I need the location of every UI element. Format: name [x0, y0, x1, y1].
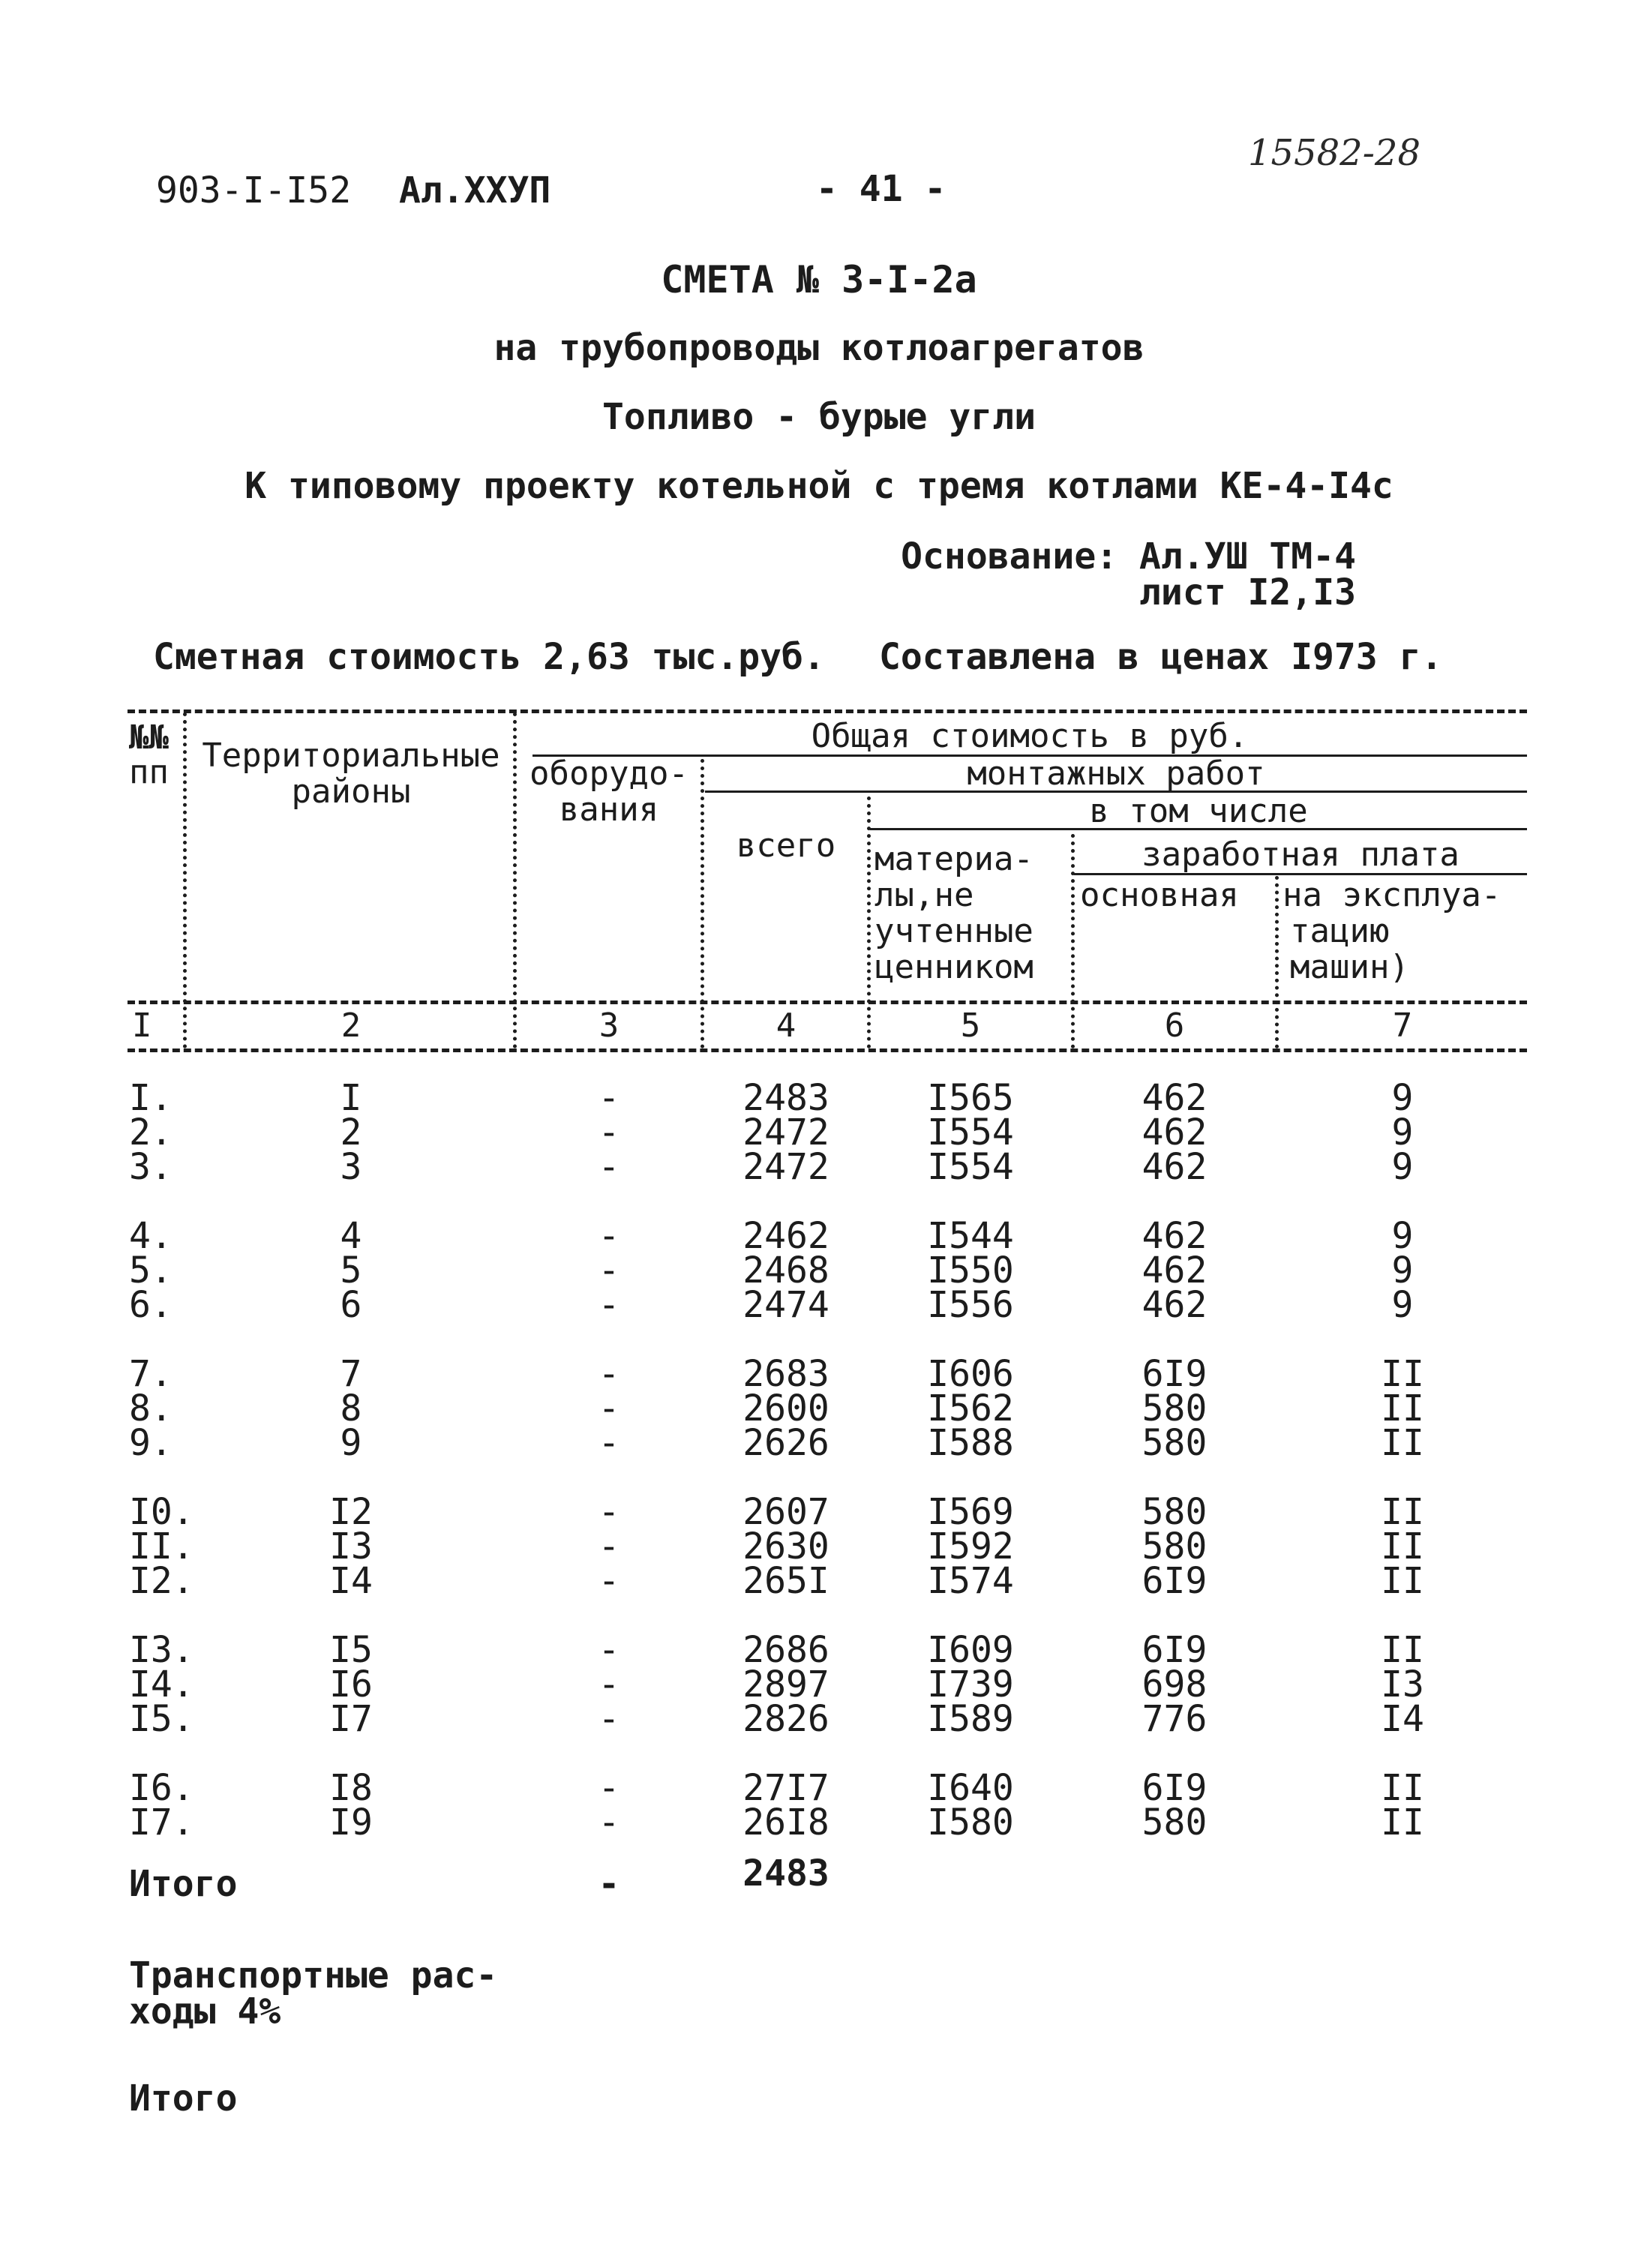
- cell-equipment: -: [598, 1664, 620, 1706]
- cell-materials: I569: [927, 1491, 1014, 1533]
- document-code: 903-I-I52: [156, 170, 352, 212]
- col-number-3: 3: [598, 1006, 620, 1045]
- cell-equipment: -: [598, 1215, 620, 1257]
- cell-basic-wage: 580: [1142, 1526, 1208, 1568]
- cell-basic-wage: 580: [1142, 1422, 1208, 1464]
- col-number-1: I: [132, 1006, 152, 1045]
- cell-number: I3.: [129, 1629, 194, 1671]
- cell-equipment: -: [598, 1284, 620, 1326]
- page-number: - 41 -: [816, 168, 946, 210]
- cell-equipment: -: [598, 1629, 620, 1671]
- cell-materials: I554: [927, 1112, 1014, 1154]
- cell-machines: II: [1381, 1802, 1424, 1844]
- cell-number: 5.: [129, 1250, 172, 1292]
- cell-number: I7.: [129, 1802, 194, 1844]
- cell-region: 5: [340, 1250, 362, 1292]
- cell-equipment: -: [598, 1353, 620, 1395]
- cell-materials: I550: [927, 1250, 1014, 1292]
- cell-basic-wage: 776: [1142, 1698, 1208, 1740]
- cell-equipment: -: [598, 1112, 620, 1154]
- col-divider-1: [183, 712, 187, 1048]
- cell-machines: 9: [1391, 1284, 1414, 1326]
- cell-machines: 9: [1391, 1077, 1414, 1119]
- cell-equipment: -: [598, 1698, 620, 1740]
- header-equipment-b: вания: [559, 790, 659, 829]
- cell-region: I3: [329, 1526, 373, 1568]
- header-materials-c: учтенные: [874, 912, 1034, 950]
- fuel-line: Топливо - бурые угли: [602, 396, 1036, 438]
- cell-machines: I4: [1381, 1698, 1424, 1740]
- cell-basic-wage: 462: [1142, 1112, 1208, 1154]
- transport-label-b: ходы 4%: [129, 1990, 281, 2032]
- cell-materials: I580: [927, 1802, 1014, 1844]
- header-materials-a: материа-: [874, 840, 1034, 878]
- cell-machines: II: [1381, 1353, 1424, 1395]
- cell-machines: 9: [1391, 1215, 1414, 1257]
- cell-materials: I565: [927, 1077, 1014, 1119]
- cell-number: I6.: [129, 1767, 194, 1809]
- cell-basic-wage: 6I9: [1142, 1767, 1208, 1809]
- cell-total: 2686: [742, 1629, 830, 1671]
- cell-number: 8.: [129, 1388, 172, 1430]
- cell-number: 3.: [129, 1146, 172, 1188]
- cell-basic-wage: 6I9: [1142, 1560, 1208, 1602]
- cell-number: 2.: [129, 1112, 172, 1154]
- total-value: 2483: [742, 1852, 830, 1894]
- header-install: монтажных работ: [967, 754, 1265, 793]
- header-machines-a: на эксплуа-: [1282, 876, 1502, 914]
- cell-machines: II: [1381, 1388, 1424, 1430]
- header-machines-c: машин): [1290, 948, 1409, 986]
- cell-region: I7: [329, 1698, 373, 1740]
- cell-total: 2468: [742, 1250, 830, 1292]
- cell-number: 4.: [129, 1215, 172, 1257]
- cell-materials: I589: [927, 1698, 1014, 1740]
- cell-machines: II: [1381, 1491, 1424, 1533]
- cell-materials: I588: [927, 1422, 1014, 1464]
- cell-materials: I739: [927, 1664, 1014, 1706]
- header-basic: основная: [1080, 876, 1239, 914]
- cell-basic-wage: 462: [1142, 1284, 1208, 1326]
- cell-number: I0.: [129, 1491, 194, 1533]
- header-materials-d: ценником: [874, 948, 1034, 986]
- price-basis: Составлена в ценах I973 г.: [879, 636, 1443, 678]
- cell-equipment: -: [598, 1560, 620, 1602]
- cell-materials: I592: [927, 1526, 1014, 1568]
- cell-machines: II: [1381, 1629, 1424, 1671]
- cell-equipment: -: [598, 1250, 620, 1292]
- cell-basic-wage: 6I9: [1142, 1629, 1208, 1671]
- header-all: всего: [736, 826, 836, 865]
- cell-basic-wage: 698: [1142, 1664, 1208, 1706]
- cell-total: 26I8: [742, 1802, 830, 1844]
- cell-region: I6: [329, 1664, 373, 1706]
- cell-materials: I554: [927, 1146, 1014, 1188]
- header-region-a: Территориальные: [202, 736, 500, 775]
- header-total-cost: Общая стоимость в руб.: [811, 717, 1249, 755]
- col-divider-2: [513, 712, 517, 1048]
- col-number-6: 6: [1164, 1006, 1185, 1045]
- cell-number: 6.: [129, 1284, 172, 1326]
- cell-equipment: -: [598, 1526, 620, 1568]
- cell-equipment: -: [598, 1077, 620, 1119]
- total-equipment: -: [598, 1863, 620, 1905]
- cell-materials: I574: [927, 1560, 1014, 1602]
- cell-number: I2.: [129, 1560, 194, 1602]
- cell-basic-wage: 462: [1142, 1077, 1208, 1119]
- transport-label-a: Транспортные рас-: [129, 1954, 498, 1996]
- project-line: К типовому проекту котельной с тремя котлами КЕ-4-I4с: [244, 465, 1394, 507]
- numbers-bottom-rule: [128, 1048, 1527, 1052]
- estimate-title: СМЕТА № 3-I-2а: [661, 258, 977, 302]
- cell-materials: I640: [927, 1767, 1014, 1809]
- header-salary: заработная плата: [1142, 836, 1460, 874]
- col-number-2: 2: [340, 1006, 362, 1045]
- handwritten-code: 15582-28: [1248, 132, 1420, 174]
- estimate-subject: на трубопроводы котлоагрегатов: [494, 327, 1144, 369]
- cell-total: 2897: [742, 1664, 830, 1706]
- cell-materials: I609: [927, 1629, 1014, 1671]
- cell-total: 2626: [742, 1422, 830, 1464]
- header-incl: в том числе: [1089, 792, 1308, 830]
- cell-region: 4: [340, 1215, 362, 1257]
- cell-region: 9: [340, 1422, 362, 1464]
- cell-machines: II: [1381, 1422, 1424, 1464]
- cell-number: I5.: [129, 1698, 194, 1740]
- cell-region: I: [340, 1077, 362, 1119]
- header-machines-b: тацию: [1290, 912, 1390, 950]
- cell-region: I2: [329, 1491, 373, 1533]
- header-materials-b: лы,не: [874, 876, 974, 914]
- header-bottom-rule: [128, 1000, 1527, 1004]
- col-number-5: 5: [960, 1006, 981, 1045]
- cell-total: 2462: [742, 1215, 830, 1257]
- col-number-4: 4: [776, 1006, 796, 1045]
- cell-region: I9: [329, 1802, 373, 1844]
- cell-equipment: -: [598, 1388, 620, 1430]
- cell-machines: II: [1381, 1767, 1424, 1809]
- header-num-b: пп: [129, 753, 169, 791]
- cell-basic-wage: 462: [1142, 1146, 1208, 1188]
- cell-region: 3: [340, 1146, 362, 1188]
- cell-region: 2: [340, 1112, 362, 1154]
- cell-total: 2472: [742, 1112, 830, 1154]
- cell-region: 7: [340, 1353, 362, 1395]
- cell-basic-wage: 580: [1142, 1491, 1208, 1533]
- total-label: Итого: [129, 1863, 238, 1905]
- estimated-cost: Сметная стоимость 2,63 тыс.руб.: [153, 636, 825, 678]
- table-top-rule: [128, 710, 1527, 713]
- col-number-7: 7: [1392, 1006, 1413, 1045]
- cell-number: I.: [129, 1077, 172, 1119]
- cell-total: 2483: [742, 1077, 830, 1119]
- cell-number: 7.: [129, 1353, 172, 1395]
- cell-equipment: -: [598, 1767, 620, 1809]
- cell-materials: I556: [927, 1284, 1014, 1326]
- cell-basic-wage: 580: [1142, 1802, 1208, 1844]
- cell-basic-wage: 462: [1142, 1250, 1208, 1292]
- cell-equipment: -: [598, 1146, 620, 1188]
- cell-region: I5: [329, 1629, 373, 1671]
- cell-total: 27I7: [742, 1767, 830, 1809]
- cell-total: 2600: [742, 1388, 830, 1430]
- cell-basic-wage: 6I9: [1142, 1353, 1208, 1395]
- cell-machines: 9: [1391, 1112, 1414, 1154]
- cell-materials: I544: [927, 1215, 1014, 1257]
- cell-basic-wage: 580: [1142, 1388, 1208, 1430]
- cell-region: 6: [340, 1284, 362, 1326]
- cell-region: 8: [340, 1388, 362, 1430]
- basis-line-1: Основание: Ал.УШ ТМ-4: [901, 536, 1356, 578]
- cell-equipment: -: [598, 1422, 620, 1464]
- cell-total: 2607: [742, 1491, 830, 1533]
- cell-machines: I3: [1381, 1664, 1424, 1706]
- cell-total: 2683: [742, 1353, 830, 1395]
- cell-materials: I606: [927, 1353, 1014, 1395]
- cell-total: 2472: [742, 1146, 830, 1188]
- total2-label: Итого: [129, 2078, 238, 2120]
- cell-basic-wage: 462: [1142, 1215, 1208, 1257]
- cell-number: I4.: [129, 1664, 194, 1706]
- cell-equipment: -: [598, 1491, 620, 1533]
- cell-machines: II: [1381, 1560, 1424, 1602]
- cell-region: I4: [329, 1560, 373, 1602]
- cell-machines: II: [1381, 1526, 1424, 1568]
- cell-equipment: -: [598, 1802, 620, 1844]
- cell-machines: 9: [1391, 1146, 1414, 1188]
- cell-total: 2630: [742, 1526, 830, 1568]
- cell-materials: I562: [927, 1388, 1014, 1430]
- cell-number: II.: [129, 1526, 194, 1568]
- header-equipment-a: оборудо-: [530, 754, 688, 793]
- basis-line-2: лист I2,I3: [1139, 572, 1356, 614]
- col-divider-3: [700, 759, 704, 1048]
- cell-total: 2826: [742, 1698, 830, 1740]
- cell-region: I8: [329, 1767, 373, 1809]
- cell-machines: 9: [1391, 1250, 1414, 1292]
- header-region-b: районы: [291, 772, 411, 811]
- header-num-a: №№: [129, 718, 169, 757]
- cell-total: 2474: [742, 1284, 830, 1326]
- album-number: Ал.XXУП: [399, 170, 551, 212]
- cell-total: 265I: [742, 1560, 830, 1602]
- cell-number: 9.: [129, 1422, 172, 1464]
